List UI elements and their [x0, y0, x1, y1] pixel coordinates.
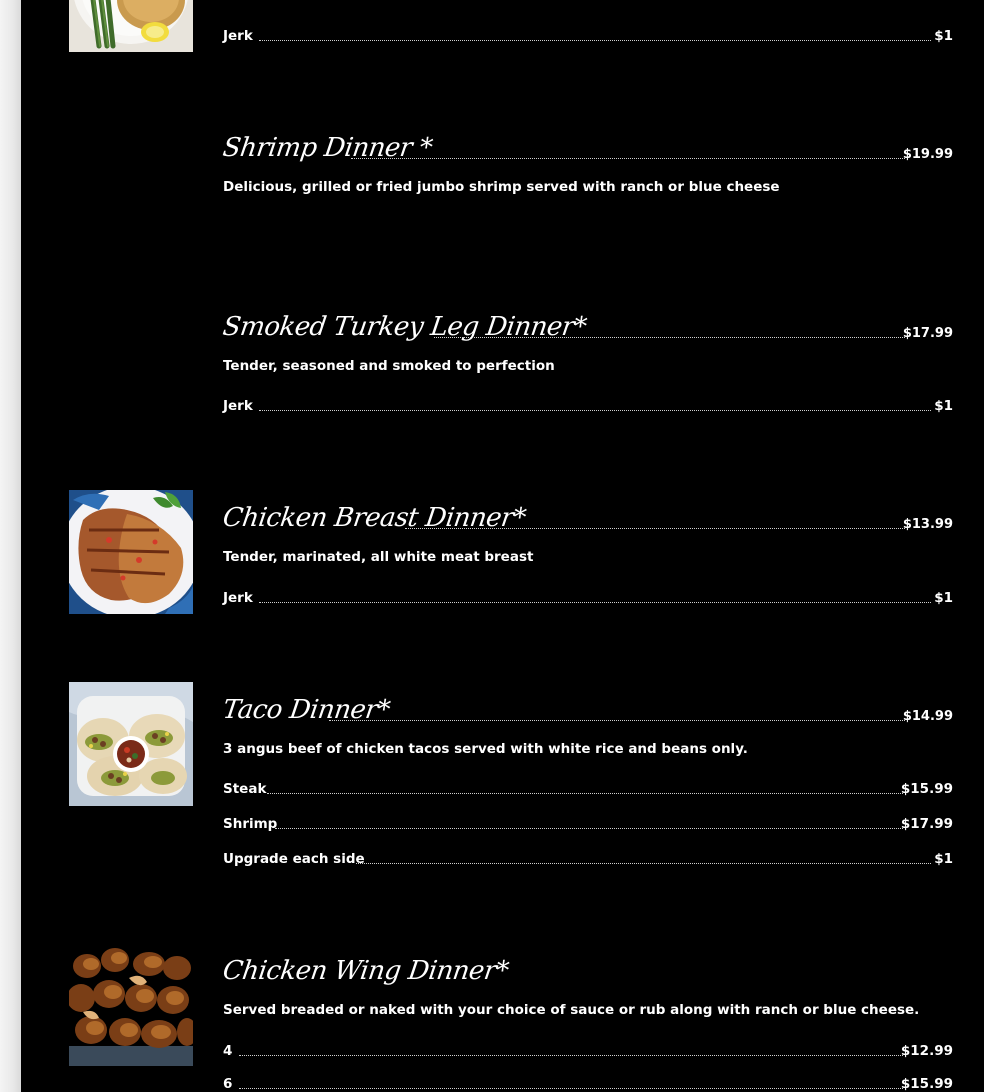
option-row	[223, 1076, 953, 1092]
item-title: Shrimp Dinner *	[220, 133, 435, 163]
option-name: Steak	[223, 781, 267, 797]
dotted-leader	[351, 158, 905, 159]
option-row	[223, 781, 953, 797]
item-title: Chicken Breast Dinner*	[220, 503, 528, 533]
dotted-leader	[259, 40, 931, 41]
option-name: Upgrade each side	[223, 851, 365, 867]
menu-item-chicken-wing-dinner[interactable]	[220, 944, 953, 986]
item-desc: Served breaded or naked with your choice of sauce or rub along with ranch or blue cheese.	[223, 1002, 920, 1018]
option-row	[223, 1043, 953, 1059]
option-price: $15.99	[900, 781, 953, 797]
menu-item-shrimp-dinner[interactable]	[220, 121, 953, 163]
dotted-leader	[239, 1088, 903, 1089]
tilapia-option-row	[223, 28, 953, 44]
option-row	[223, 398, 953, 414]
item-price: $13.99	[902, 517, 953, 532]
option-row	[223, 816, 953, 832]
item-desc: Tender, marinated, all white meat breast	[223, 549, 534, 565]
option-name: 6	[223, 1076, 233, 1092]
option-row	[223, 851, 953, 867]
menu-item-taco-dinner[interactable]	[220, 683, 953, 725]
menu-item-smoked-turkey-leg-dinner[interactable]	[220, 300, 953, 342]
option-name: Shrimp	[223, 816, 278, 832]
item-desc: Delicious, grilled or fried jumbo shrimp served with ranch or blue cheese	[223, 179, 780, 195]
option-name: 4	[223, 1043, 233, 1059]
dotted-leader	[259, 602, 931, 603]
item-price: $14.99	[902, 709, 953, 724]
option-name: Jerk	[223, 28, 253, 44]
taco-dish-photo[interactable]	[69, 682, 193, 806]
item-price: $19.99	[902, 147, 953, 162]
dotted-leader	[275, 828, 903, 829]
page-left-gutter	[0, 0, 21, 1092]
item-desc: 3 angus beef of chicken tacos served with white rice and beans only.	[223, 741, 748, 757]
option-name: Jerk	[223, 590, 253, 606]
option-price: $1	[934, 851, 953, 867]
dotted-leader	[405, 528, 905, 529]
item-title: Taco Dinner*	[220, 695, 392, 725]
item-title: Chicken Wing Dinner*	[220, 956, 511, 986]
dotted-leader	[239, 1055, 903, 1056]
dotted-leader	[434, 337, 905, 338]
option-name: Jerk	[223, 398, 253, 414]
dotted-leader	[267, 793, 903, 794]
chicken-wing-dish-photo[interactable]	[69, 942, 193, 1066]
menu-item-chicken-breast-dinner[interactable]	[220, 491, 953, 533]
tilapia-dish-photo[interactable]	[69, 0, 193, 52]
dotted-leader	[356, 863, 931, 864]
dotted-leader	[329, 720, 905, 721]
option-price: $15.99	[900, 1076, 953, 1092]
option-row	[223, 590, 953, 606]
item-price: $17.99	[902, 326, 953, 341]
option-price: $1	[934, 28, 953, 44]
option-price: $12.99	[900, 1043, 953, 1059]
item-title: Smoked Turkey Leg Dinner*	[220, 312, 589, 342]
option-price: $1	[934, 590, 953, 606]
chicken-breast-dish-photo[interactable]	[69, 490, 193, 614]
option-price: $1	[934, 398, 953, 414]
dotted-leader	[259, 410, 931, 411]
item-desc: Tender, seasoned and smoked to perfection	[223, 358, 555, 374]
menu-section	[21, 0, 984, 1092]
option-price: $17.99	[900, 816, 953, 832]
